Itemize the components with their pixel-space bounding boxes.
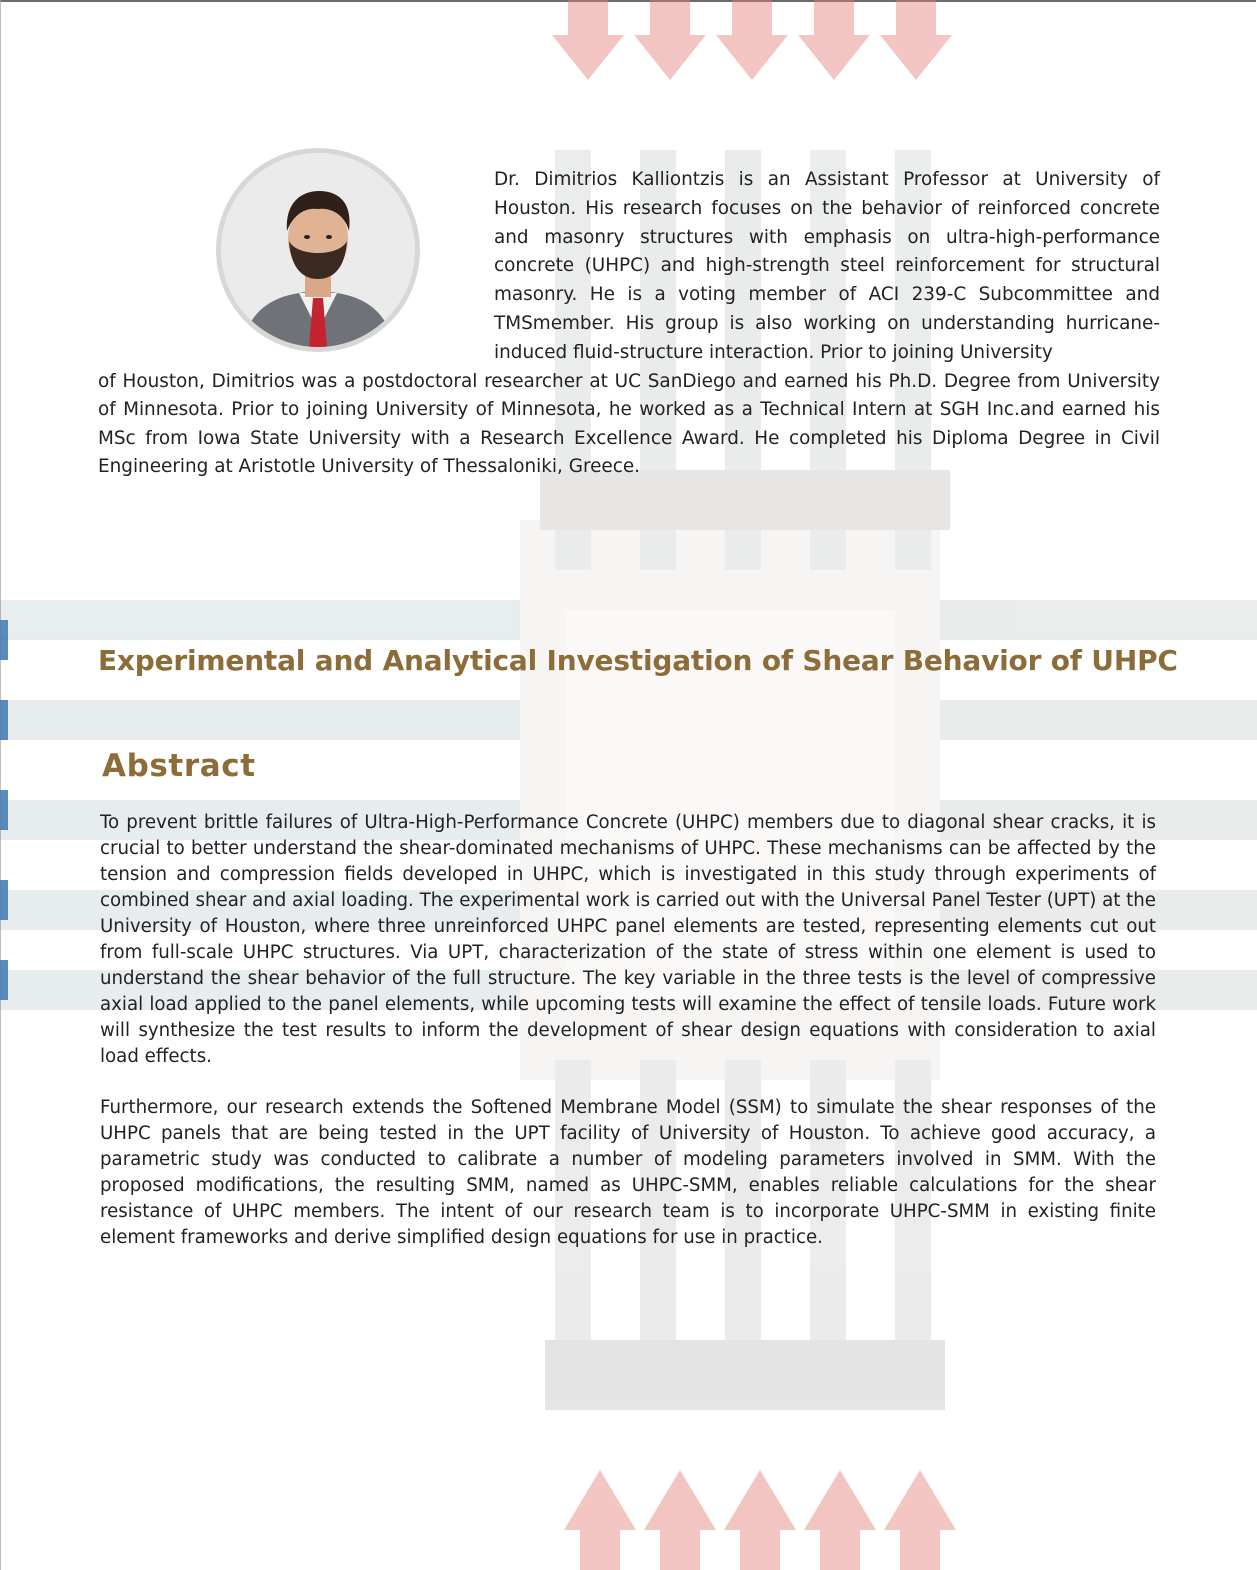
portrait-photo	[221, 153, 415, 347]
abstract-paragraph-1: To prevent brittle failures of Ultra-High-Performance Concrete (UHPC) members due to diagonal shear cracks, it is crucial to better understand the shear-dominated mechanisms of UHPC. These mechanisms can be affected by the tension and compression fields developed in UHPC, which is investigated in this study through experiments of combined shear and axial loading. The experimental work is carried out with the Universal Panel Tester (UPT) at the University of Houston, where three unreinforced UHPC panel elements are tested, representing elements cut out from full-scale UHPC structures. Via UPT, characterization of the state of stress within one element is used to understand the shear behavior of the full structure. The key variable in the three tests is the level of compressive axial load applied to the panel elements, while upcoming tests will examine the effect of tensile loads. Future work will synthesize the test results to inform the development of shear design equations with consideration to axial load effects.	[100, 812, 1156, 1067]
bio-text-bottom: of Houston, Dimitrios was a postdoctoral researcher at UC SanDiego and earned his Ph.D. Degree from University of Minnesota. Prior to joining University of Minnesota, he worked as a Technical Intern at SGH Inc.and earned his MSc from Iowa State University with a Research Excellence Award. He completed his Diploma Degree in Civil Engineering at Aristotle University of Thessaloniki, Greece.	[98, 371, 1160, 478]
abstract-paragraph-2: Furthermore, our research extends the Softened Membrane Model (SSM) to simulate the shear responses of the UHPC panels that are being tested in the UPT facility of University of Houston. To achieve good accuracy, a parametric study was conducted to calibrate a number of modeling parameters involved in SMM. With the proposed modifications, the resulting SMM, named as UHPC-SMM, enables reliable calculations for the shear resistance of UHPC members. The intent of our research team is to incorporate UHPC-SMM in existing finite element frameworks and derive simplified design equations for use in practice.	[100, 1097, 1156, 1248]
bio-text-top: Dr. Dimitrios Kalliontzis is an Assistant Professor at University of Houston. His research focuses on the behavior of reinforced concrete and masonry structures with emphasis on ultra-high-performance concrete (UHPC) and high-strength steel reinforcement for structural masonry. He is a voting member of ACI 239-C Subcommittee and TMSmember. His group is also working on understanding hurricane-induced fluid-structure interaction. Prior to joining University	[494, 169, 1160, 363]
avatar	[216, 148, 420, 352]
abstract-heading: Abstract	[102, 748, 256, 784]
page-title: Experimental and Analytical Investigation of Shear Behavior of UHPC	[98, 644, 1178, 677]
